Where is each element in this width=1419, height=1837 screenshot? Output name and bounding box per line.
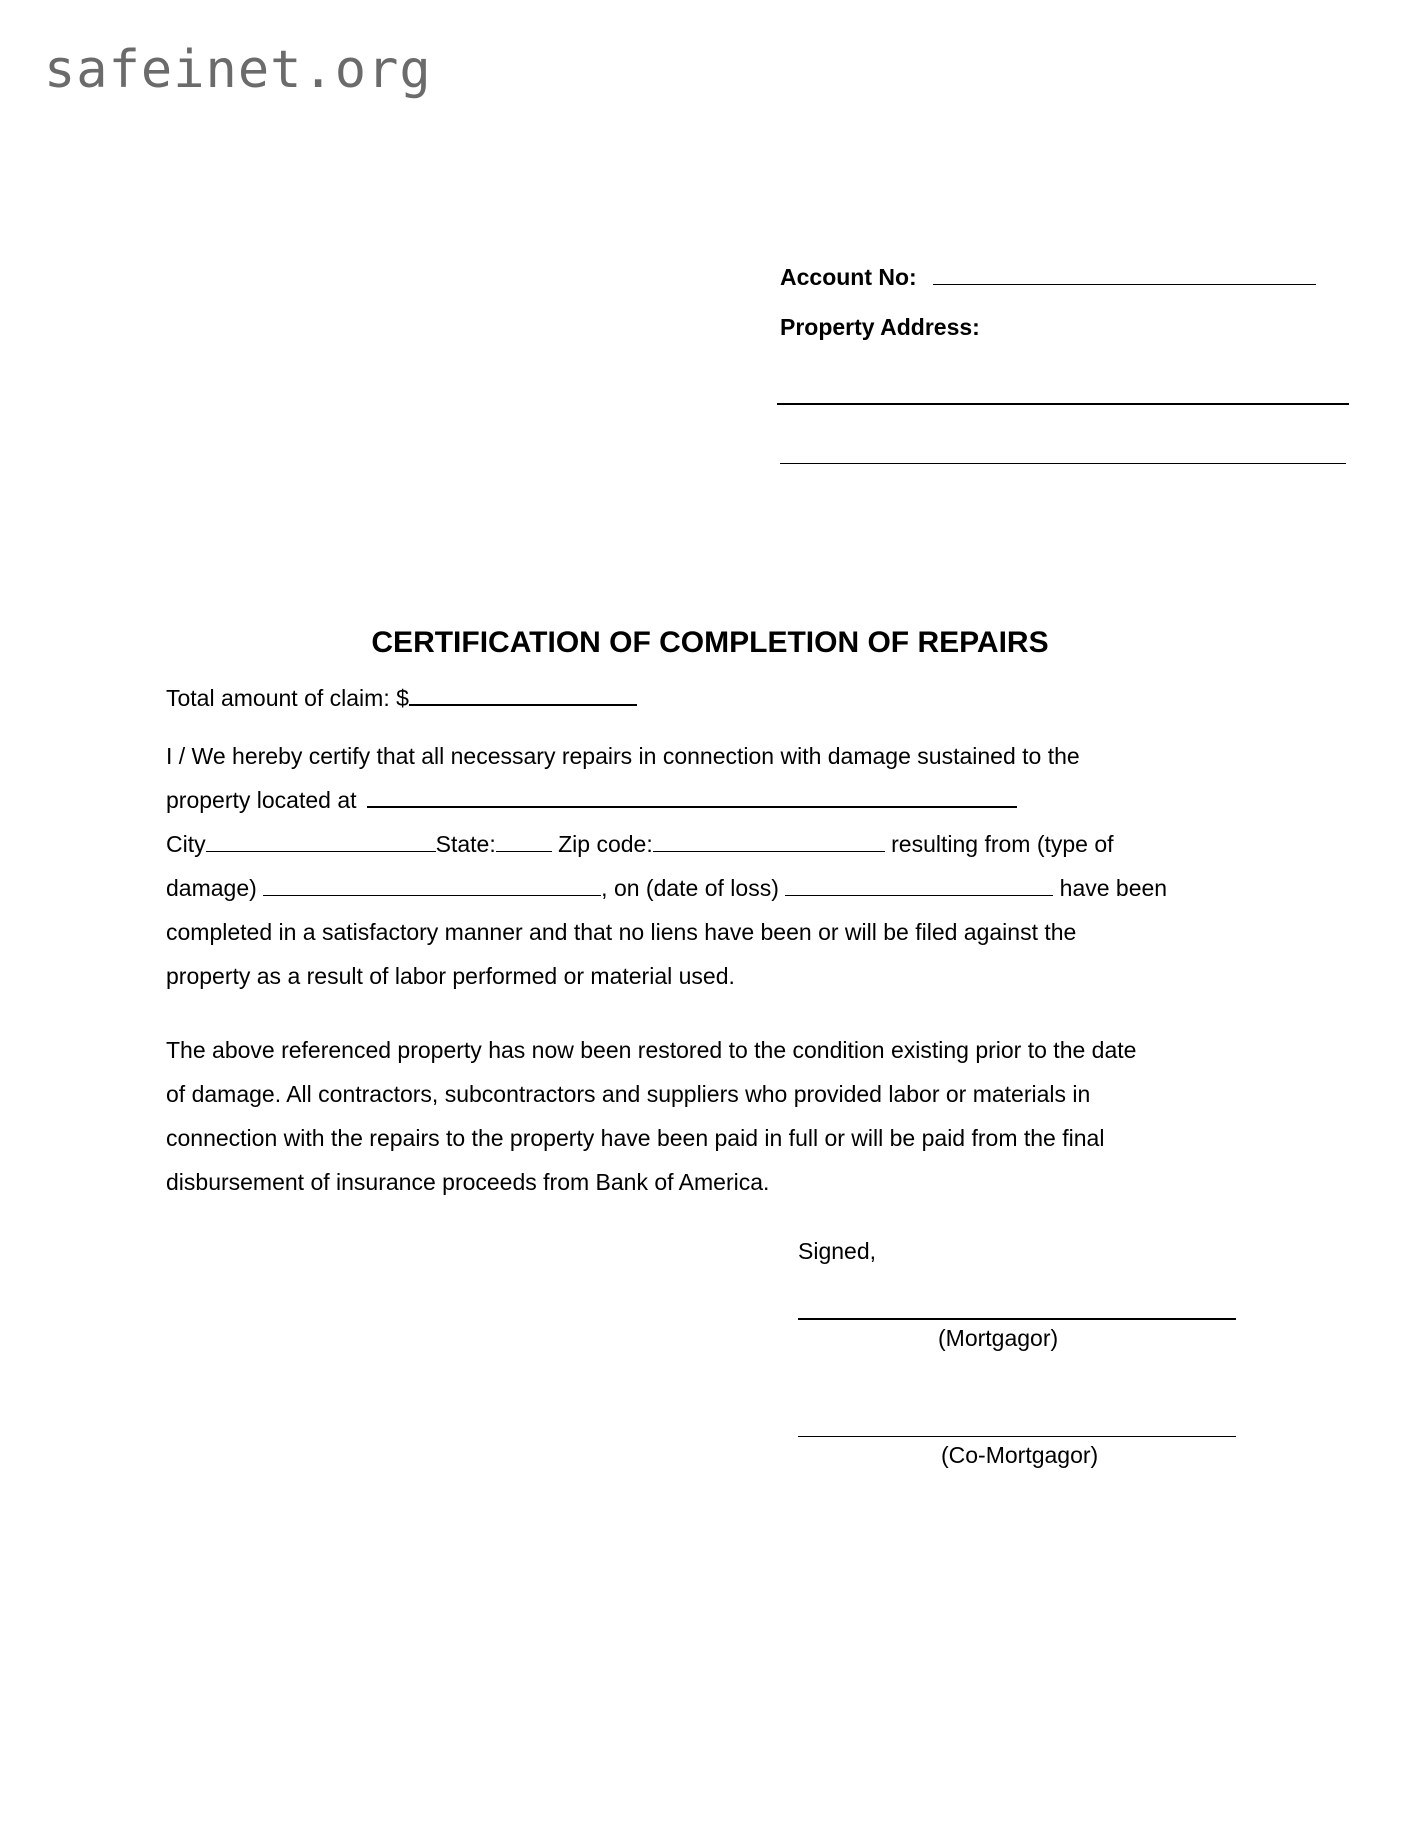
damage-type-field[interactable]	[263, 875, 601, 896]
document-title: CERTIFICATION OF COMPLETION OF REPAIRS	[371, 626, 1049, 659]
certify-line-3	[166, 822, 1167, 866]
restoration-line-1: The above referenced property has now been restored to the condition existing prior to the date	[166, 1037, 1137, 1063]
property-located-label: property located at	[166, 787, 357, 813]
property-address-label: Property Address:	[780, 314, 980, 340]
property-address-field-line1[interactable]	[777, 403, 1349, 405]
restoration-line-2: of damage. All contractors, subcontractors and suppliers who provided labor or materials in	[166, 1081, 1091, 1107]
zip-code-field[interactable]	[653, 831, 885, 852]
restoration-paragraph	[166, 1028, 1136, 1204]
certify-line-5: completed in a satisfactory manner and that no liens have been or will be filed against the	[166, 919, 1077, 945]
property-located-field[interactable]	[367, 786, 1017, 808]
account-number-field[interactable]	[933, 264, 1316, 285]
state-field[interactable]	[496, 831, 552, 852]
mortgagor-label: (Mortgagor)	[938, 1325, 1059, 1351]
have-been-text: have been	[1059, 875, 1168, 901]
date-of-loss-field[interactable]	[785, 875, 1053, 896]
certify-line-4	[166, 866, 1167, 910]
city-label: City	[166, 831, 206, 857]
certify-line-6: property as a result of labor performed or material used.	[166, 963, 735, 989]
zip-code-label: Zip code:	[558, 831, 653, 857]
certify-line-1: I / We hereby certify that all necessary repairs in connection with damage sustained to the	[166, 743, 1080, 769]
city-field[interactable]	[206, 831, 436, 852]
watermark: safeinet.org	[44, 40, 432, 100]
resulting-from-text: resulting from (type of	[891, 831, 1114, 857]
certify-line-2	[166, 778, 1167, 822]
co-mortgagor-signature-line[interactable]	[798, 1436, 1236, 1437]
account-number-row	[780, 264, 1316, 291]
date-of-loss-label: , on (date of loss)	[601, 875, 779, 901]
signed-label: Signed,	[798, 1238, 877, 1264]
claim-amount-row	[166, 676, 637, 720]
account-number-label: Account No:	[780, 264, 917, 290]
restoration-line-4: disbursement of insurance proceeds from Bank of America.	[166, 1169, 770, 1195]
damage-type-label: damage)	[166, 875, 257, 901]
claim-amount-field[interactable]	[409, 684, 637, 706]
co-mortgagor-label: (Co-Mortgagor)	[941, 1442, 1099, 1468]
certification-paragraph	[166, 734, 1167, 998]
state-label: State:	[435, 831, 496, 857]
restoration-line-3: connection with the repairs to the property have been paid in full or will be paid from the final	[166, 1125, 1105, 1151]
mortgagor-signature-line[interactable]	[798, 1318, 1236, 1320]
property-address-field-line2[interactable]	[780, 463, 1346, 464]
claim-amount-label: Total amount of claim: $	[166, 685, 409, 711]
